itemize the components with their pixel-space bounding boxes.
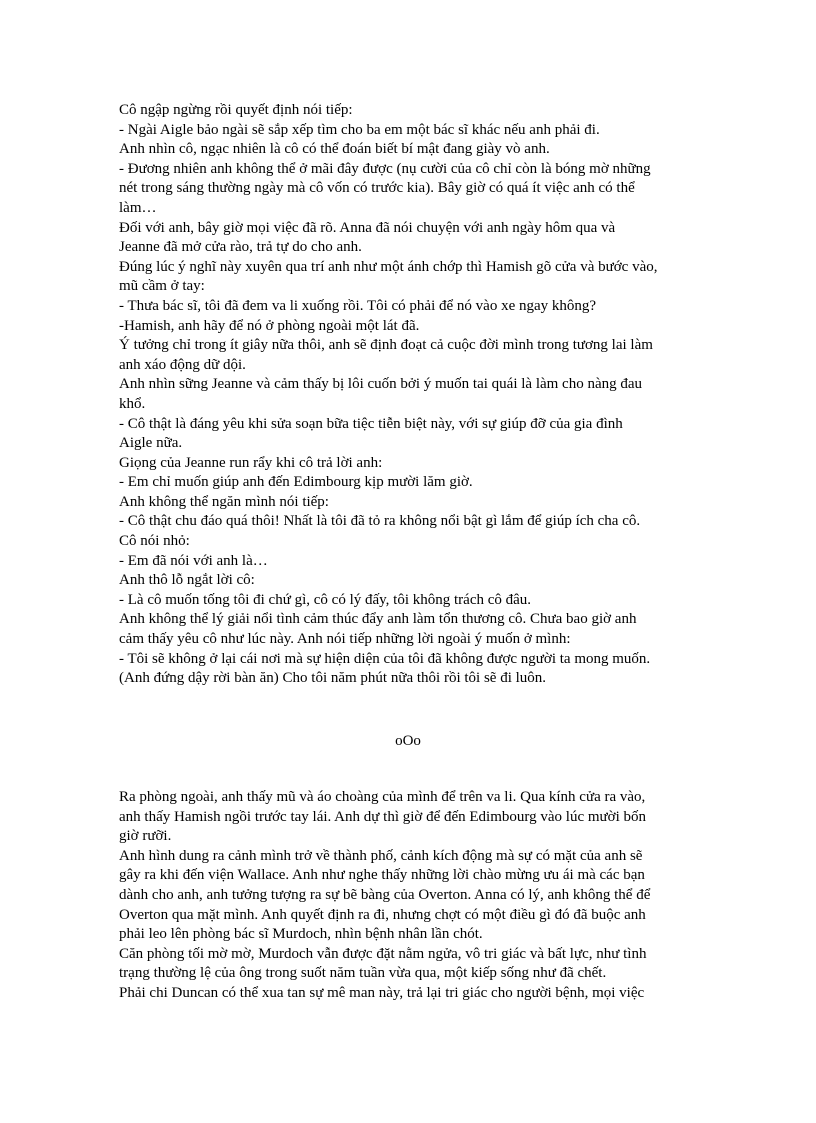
text-line: Anh không thể lý giải nổi tình cảm thúc đẩy anh làm tổn thương cô. Chưa bao giờ anh: [119, 611, 637, 628]
text-line: Jeanne đã mở cửa rào, trả tự do cho anh.: [119, 239, 362, 256]
text-line: nét trong sáng thường ngày mà cô vốn có trước kia). Bây giờ có quá ít việc anh có thể: [119, 180, 635, 197]
text-line: Overton qua mặt mình. Anh quyết định ra đi, nhưng chợt có một điều gì đó đã buộc anh: [119, 906, 646, 923]
text-line: Cô ngập ngừng rồi quyết định nói tiếp:: [119, 102, 353, 118]
text-line: Anh nhìn cô, ngạc nhiên là cô có thể đoán biết bí mật đang giày vò anh.: [119, 141, 550, 158]
text-line: mũ cầm ở tay:: [119, 278, 205, 295]
text-line: Đối với anh, bây giờ mọi việc đã rõ. Anna đã nói chuyện với anh ngày hôm qua và: [119, 219, 616, 236]
text-line: Căn phòng tối mờ mờ, Murdoch vẫn được đặt nằm ngửa, vô tri giác và bất lực, như tình: [119, 945, 647, 962]
text-line: cảm thấy yêu cô như lúc này. Anh nói tiếp những lời ngoài ý muốn ở mình:: [119, 631, 571, 648]
text-line: phải leo lên phòng bác sĩ Murdoch, nhìn bệnh nhân lần chót.: [119, 926, 483, 943]
text-line: gây ra khi đến viện Wallace. Anh như nghe thấy những lời chào mừng ưu ái mà các bạn: [119, 867, 645, 884]
text-line: Đúng lúc ý nghĩ này xuyên qua trí anh như một ánh chớp thì Hamish gõ cửa và bước vào,: [119, 258, 658, 275]
text-line: Cô nói nhỏ:: [119, 533, 190, 550]
text-line: Anh hình dung ra cảnh mình trở về thành phố, cảnh kích động mà sự có mặt của anh sẽ: [119, 847, 643, 864]
text-line: Anh thô lỗ ngắt lời cô:: [119, 572, 255, 589]
text-line: - Thưa bác sĩ, tôi đã đem va li xuống rồi. Tôi có phải để nó vào xe ngay không?: [119, 297, 597, 314]
section-separator: oOo: [395, 733, 421, 749]
text-line: (Anh đứng dậy rời bàn ăn) Cho tôi năm phút nữa thôi rồi tôi sẽ đi luôn.: [119, 670, 547, 687]
text-line: Ra phòng ngoài, anh thấy mũ và áo choàng của mình để trên va li. Qua kính cửa ra vào,: [119, 789, 646, 805]
text-line: - Là cô muốn tống tôi đi chứ gì, cô có lý đấy, tôi không trách cô đâu.: [119, 591, 532, 608]
text-line: dành cho anh, anh tưởng tượng ra sự bẽ bàng của Overton. Anna có lý, anh không thể để: [119, 886, 651, 903]
text-line: - Tôi sẽ không ở lại cái nơi mà sự hiện diện của tôi đã không được người ta mong muốn.: [119, 650, 651, 667]
text-line: - Đương nhiên anh không thể ở mãi đây được (nụ cười của cô chỉ còn là bóng mờ những: [119, 160, 651, 177]
text-line: - Cô thật chu đáo quá thôi! Nhất là tôi đã tỏ ra không nổi bật gì lắm để giúp ích cha cô.: [119, 513, 641, 530]
body-text-section-one: [119, 101, 699, 689]
text-line: Phải chi Duncan có thể xua tan sự mê man này, trả lại tri giác cho người bệnh, mọi việc: [119, 984, 645, 1001]
text-line: Anh nhìn sững Jeanne và cảm thấy bị lôi cuốn bởi ý muốn tai quái là làm cho nàng đau: [119, 376, 643, 393]
text-line: làm…: [119, 199, 157, 216]
text-line: - Ngài Aigle bảo ngài sẽ sắp xếp tìm cho ba em một bác sĩ khác nếu anh phải đi.: [119, 121, 600, 138]
text-line: - Em đã nói với anh là…: [119, 552, 268, 569]
body-text-section-two: [119, 788, 699, 1004]
text-line: anh thấy Hamish ngồi trước tay lái. Anh dự thì giờ để đến Edimbourg vào lúc mười bốn: [119, 808, 646, 825]
text-line: giờ rưỡi.: [119, 828, 172, 845]
text-line: - Cô thật là đáng yêu khi sửa soạn bữa tiệc tiễn biệt này, với sự giúp đỡ của gia đình: [119, 415, 623, 432]
text-line: Anh không thể ngăn mình nói tiếp:: [119, 493, 329, 510]
text-line: - Em chỉ muốn giúp anh đến Edimbourg kịp mười lăm giờ.: [119, 474, 473, 491]
text-line: Giọng của Jeanne run rẩy khi cô trả lời anh:: [119, 454, 383, 471]
text-line: khổ.: [119, 395, 146, 412]
text-line: Ý tưởng chỉ trong ít giây nữa thôi, anh sẽ định đoạt cả cuộc đời mình trong tương lai làm: [119, 337, 653, 354]
text-line: -Hamish, anh hãy để nó ở phòng ngoài một lát đã.: [119, 317, 420, 334]
text-line: trạng thường lệ của ông trong suốt năm tuần vừa qua, một kiếp sống như đã chết.: [119, 965, 607, 982]
text-line: Aigle nữa.: [119, 435, 183, 452]
text-line: anh xáo động dữ dội.: [119, 356, 246, 373]
